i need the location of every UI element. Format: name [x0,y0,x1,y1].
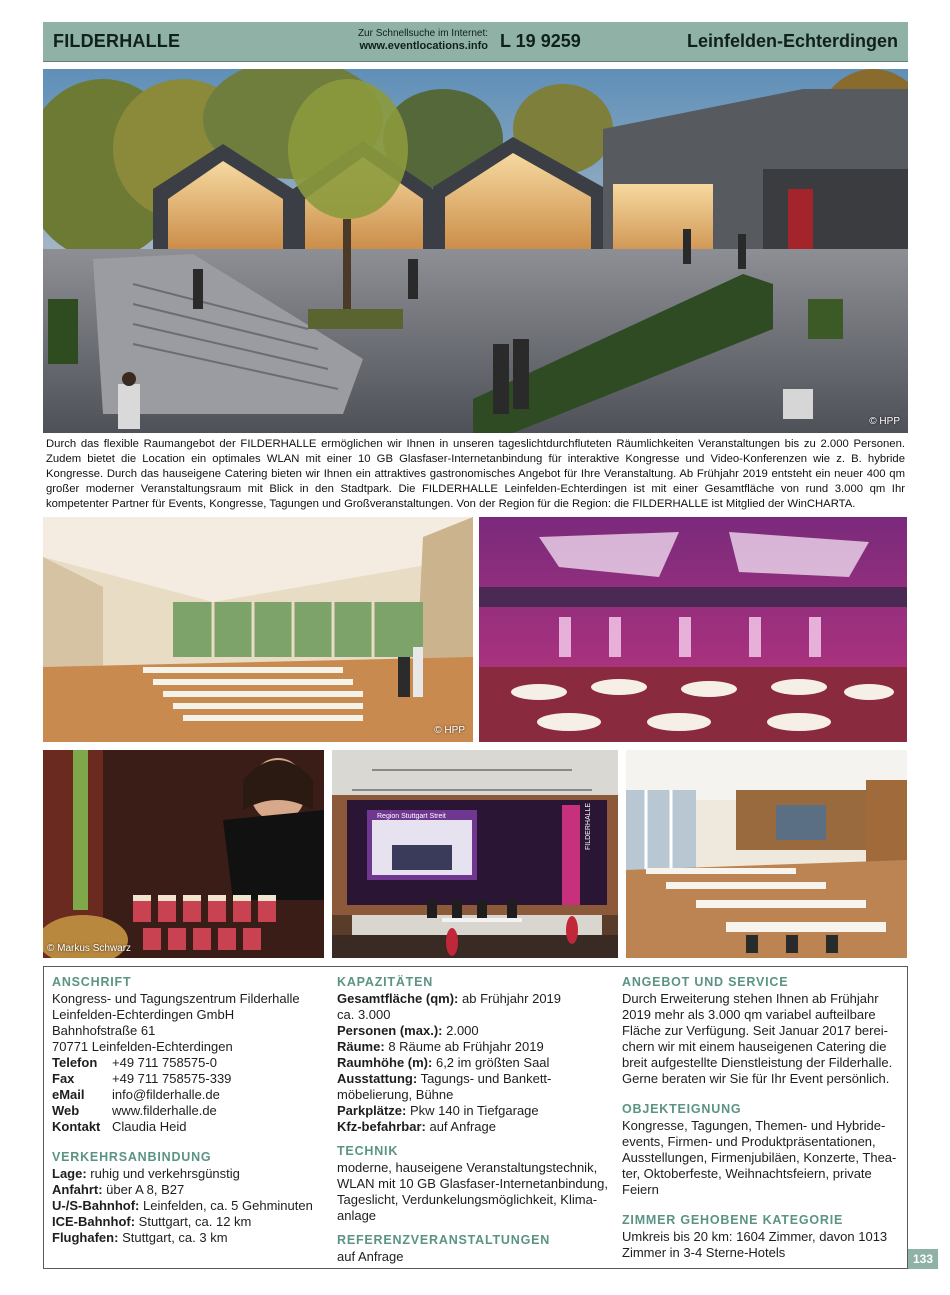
section-heading-technik: TECHNIK [337,1144,399,1158]
quick-search-label: Zur Schnellsuche im Internet: [357,28,488,39]
venue-name: FILDERHALLE [53,31,181,51]
info-column-capacity [337,974,612,1265]
info-box [43,966,908,1269]
catering-photo-credit: © Markus Schwarz [47,943,132,954]
capacity-key: Gesamtfläche (qm): [337,991,459,1006]
transport-value: Stuttgart, ca. 12 km [138,1214,252,1229]
transport-value: Stuttgart, ca. 3 km [122,1230,228,1245]
intro-paragraph: Durch das flexible Raumangebot der FILDERHALLE ermöglichen wir Ihnen in unseren tageslichtdurchfluteten Räumlichkeiten Veranstaltungen bis zu 2.000 Personen. Zudem bietet die Location ein optimales WLAN mit einer 10 GB Glasfaser-Internetanbindung für interaktive Kongresse und Video-Konferenzen wie z. B. hybride Kongresse. Durch das hauseigene Catering bieten wir Ihnen ein attraktives gastronomisches Angebot für Ihre Veranstaltung. Ab Frühjahr 2019 entsteht ein neuer 400 qm großer moderner Veranstaltungsraum mit Blick in den Stadtpark. Die FILDERHALLE Leinfelden-Echterdingen ist mit einer Gesamtfläche von rund 3.000 qm Ihr kompetenter Partner für Events, Kongresse, Tagungen und Großveranstaltungen. Von der Region für die Region: die FILDERHALLE ist Mitglied der WinCHARTA. [46,438,905,510]
city-name: Leinfelden-Echterdingen [686,31,898,51]
contact-row-person [52,1119,332,1135]
section-heading-referenz: REFERENZVERANSTALTUNGEN [337,1233,551,1247]
address-line: Kongress- und Tagungszentrum Filderhalle [52,991,300,1006]
quick-search-hint [248,28,488,52]
objekt-line: Ausstellungen, Firmenjubiläen, Konzerte, Thea- [622,1150,897,1165]
hero-photo-exterior [43,69,908,433]
auditorium-photo-credit: © HPP [434,725,465,736]
capacity-persons [337,1023,612,1039]
transport-key: Flughafen: [52,1230,119,1245]
section-heading-kapazitaeten: KAPAZITÄTEN [337,975,434,989]
location-code: L 19 9259 [500,31,581,51]
contact-row-phone [52,1055,332,1071]
transport-item [52,1182,332,1198]
capacity-value: Tagungs- und Bankett- [420,1071,552,1086]
stage-banner-text: FILDERHALLE [585,802,592,850]
capacity-total-area-cont: ca. 3.000 [337,1007,391,1022]
section-heading-zimmer: ZIMMER GEHOBENE KATEGORIE [622,1213,844,1227]
section-heading-angebot: ANGEBOT UND SERVICE [622,975,789,989]
quick-search-url[interactable]: www.eventlocations.info [359,40,488,52]
contact-key: Kontakt [52,1119,101,1134]
technik-line: WLAN mit 10 GB Glasfaser-Internetanbindung, [337,1176,608,1191]
capacity-value: Pkw 140 in Tiefgarage [410,1103,539,1118]
transport-item [52,1214,332,1230]
info-column-services [622,974,902,1261]
contact-row-email [52,1087,332,1103]
angebot-line: Fläche zur Verfügung. Seit Januar 2017 berei- [622,1023,888,1038]
address-line: Leinfelden-Echterdingen GmbH [52,1007,235,1022]
photo-banquet-hall [479,517,907,742]
angebot-line: chern wir mit einem hauseigenen Catering die [622,1039,887,1054]
capacity-key: Kfz-befahrbar: [337,1119,426,1134]
section-heading-verkehr: VERKEHRSANBINDUNG [52,1150,212,1164]
capacity-key: Raumhöhe (m): [337,1055,433,1070]
technik-line: moderne, hauseigene Veranstaltungstechnik, [337,1160,598,1175]
page-number: 133 [908,1249,938,1269]
zimmer-line: Zimmer in 3-4 Sterne-Hotels [622,1245,786,1260]
photo-seminar-room [626,750,907,958]
technik-line: anlage [337,1208,377,1223]
angebot-line: Gerne beraten wir Sie für Ihr Event persönlich. [622,1071,890,1086]
contact-key: Fax [52,1071,75,1086]
capacity-value: 6,2 im größten Saal [435,1055,550,1070]
transport-value: ruhig und verkehrsgünstig [90,1166,240,1181]
contact-person: Claudia Heid [112,1119,187,1134]
capacity-rooms [337,1039,612,1055]
capacity-ceiling-height [337,1055,612,1071]
transport-key: ICE-Bahnhof: [52,1214,136,1229]
capacity-value: 2.000 [446,1023,479,1038]
transport-value: über A 8, B27 [106,1182,185,1197]
capacity-equipment-cont: möbelierung, Bühne [337,1087,454,1102]
referenz-text: auf Anfrage [337,1249,404,1264]
stage-screen-text: Region Stuttgart Streit [377,813,446,820]
contact-key: eMail [52,1087,85,1102]
capacity-value: auf Anfrage [429,1119,496,1134]
objekt-line: Kongresse, Tagungen, Themen- und Hybride- [622,1118,886,1133]
objekt-line: Feiern [622,1182,659,1197]
fax-value: +49 711 758575-339 [112,1071,232,1086]
address-line: Bahnhofstraße 61 [52,1023,156,1038]
photo-stage-conference [332,750,618,958]
contact-row-fax [52,1071,332,1087]
contact-row-web [52,1103,332,1119]
phone-value[interactable]: +49 711 758575-0 [112,1055,217,1070]
info-column-contact [52,974,332,1246]
photo-catering-desserts [43,750,324,958]
transport-key: U-/S-Bahnhof: [52,1198,140,1213]
capacity-key: Personen (max.): [337,1023,443,1038]
capacity-key: Ausstattung: [337,1071,418,1086]
angebot-line: Durch Erweiterung stehen Ihnen ab Frühjahr [622,991,879,1006]
transport-key: Anfahrt: [52,1182,103,1197]
capacity-value: ab Frühjahr 2019 [462,991,562,1006]
capacity-key: Räume: [337,1039,385,1054]
contact-key: Web [52,1103,80,1118]
transport-item [52,1166,332,1182]
photo-auditorium-rendering [43,517,473,742]
email-link[interactable]: info@filderhalle.de [112,1087,220,1102]
capacity-equipment [337,1071,612,1087]
angebot-line: breit aufgestellte Dienstleistung der Filderhalle. [622,1055,893,1070]
zimmer-line: Umkreis bis 20 km: 1604 Zimmer, davon 1013 [622,1229,888,1244]
transport-item [52,1230,332,1246]
capacity-vehicle-access [337,1119,612,1135]
angebot-line: 2019 mehr als 3.000 qm variabel aufteilbare [622,1007,876,1022]
transport-value: Leinfelden, ca. 5 Gehminuten [143,1198,313,1213]
technik-line: Tageslicht, Verdunkelungsmöglichkeit, Klima- [337,1192,598,1207]
objekt-line: ter, Oktoberfeste, Weihnachtsfeiern, private [622,1166,872,1181]
capacity-parking [337,1103,612,1119]
transport-item [52,1198,332,1214]
page-header [43,22,908,62]
section-heading-anschrift: ANSCHRIFT [52,975,132,989]
web-link[interactable]: www.filderhalle.de [112,1103,217,1118]
contact-key: Telefon [52,1055,98,1070]
capacity-key: Parkplätze: [337,1103,407,1118]
address-line: 70771 Leinfelden-Echterdingen [52,1039,233,1054]
section-heading-objekteignung: OBJEKTEIGNUNG [622,1102,742,1116]
capacity-value: 8 Räume ab Frühjahr 2019 [388,1039,544,1054]
capacity-total-area [337,991,612,1007]
hero-photo-credit: © HPP [869,416,900,427]
objekt-line: events, Firmen- und Produktpräsentationen, [622,1134,876,1149]
transport-key: Lage: [52,1166,87,1181]
